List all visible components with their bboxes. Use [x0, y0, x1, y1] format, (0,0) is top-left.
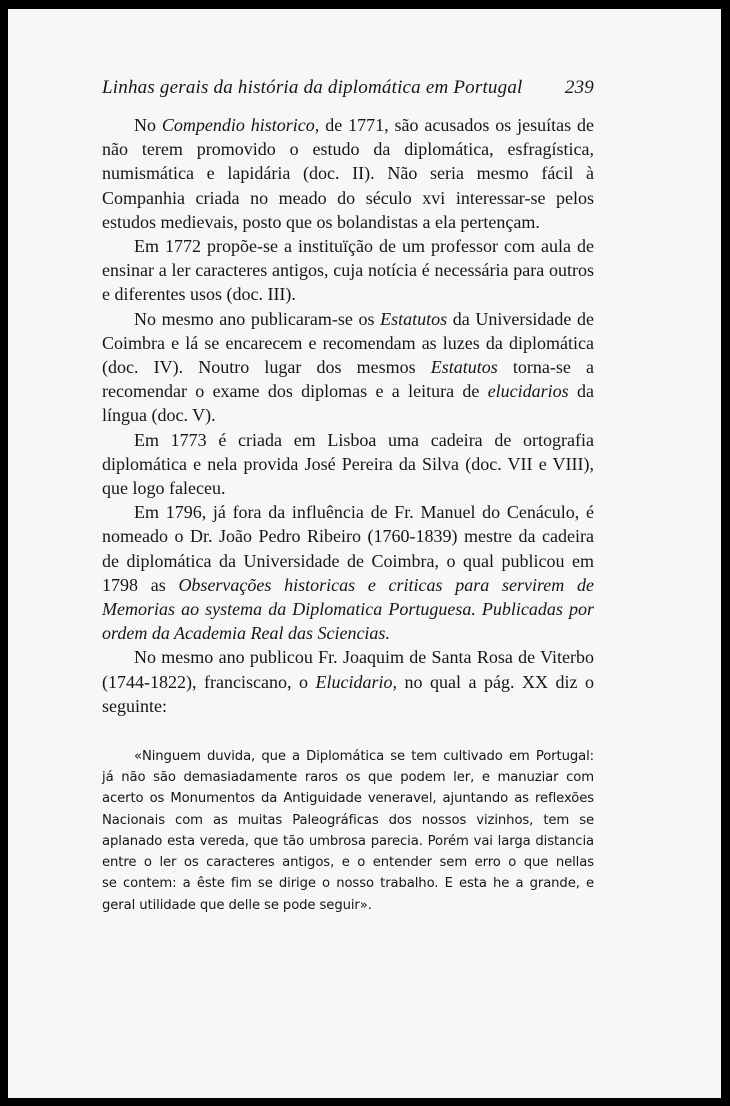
quote-line: geral utilidade que delle se pode seguir».: [102, 897, 372, 913]
italic-text: Observações historicas e criticas para servirem de Memorias ao systema da Diplomatica Portuguesa. Publicadas por ordem da Academia Real das Sciencias.: [102, 574, 594, 644]
text-run: Em 1796, já fora da influência de Fr. Manuel do Cenáculo, é nomeado o Dr. João Pedro Ribeiro (1760-1839) mestre da cadeira de diplomática da Universidade de Coimbra, o qual publicou em 1798 as: [102, 502, 594, 595]
paragraph: [102, 428, 594, 501]
text-run: No: [134, 115, 162, 135]
text-run: da Universidade de Coimbra e lá se encarecem e recomendam as luzes da diplomática (doc. IV). Noutro lugar dos mesmos: [102, 308, 594, 378]
text-run: Em 1773 é criada em Lisboa uma cadeira de ortografia diplomática e nela provida José Pereira da Silva (doc. VII e VIII), que logo faleceu.: [102, 429, 594, 499]
quote-line: entre o ler os caracteres antigos, e o entender sem erro o que nellas: [102, 855, 594, 871]
italic-text: Compendio historico,: [161, 115, 320, 135]
italic-text: Estatutos: [380, 308, 448, 329]
quote-line: aplanado esta vereda, que tão umbrosa parecia. Porém vai larga distancia: [102, 833, 594, 849]
quote-line: se contem: a êste fim se dirige o nosso trabalho. E esta he a grande, e: [102, 876, 594, 892]
text-run: No mesmo ano publicaram-se os: [134, 308, 381, 329]
text-run: No mesmo ano publicou Fr. Joaquim de Santa Rosa de Viterbo (1744-1822), franciscano, o: [102, 647, 594, 692]
text-run: Em 1772 propõe-se a instituïção de um professor com aula de ensinar a ler caracteres antigos, cuja notícia é necessária para outros e diferentes usos (doc. III).: [102, 236, 594, 305]
text-run: da língua (doc. V).: [102, 381, 594, 426]
text-block: [102, 77, 594, 916]
text-run: no qual a pág. XX diz o seguinte:: [102, 671, 594, 716]
block-quote: [102, 746, 594, 916]
body-text: [102, 113, 594, 718]
running-title: Linhas gerais da história da diplomática em Portugal: [102, 77, 523, 98]
paragraph: [102, 113, 594, 234]
italic-text: elucidarios: [487, 381, 569, 402]
italic-text: Elucidario,: [315, 671, 397, 692]
quote-line: acerto os Monumentos da Antiguidade veneravel, ajuntando as reflexões: [102, 791, 594, 807]
paragraph: [102, 645, 594, 718]
text-run: de 1771, são acusados os jesuítas de não terem promovido o estudo da diplomática, esfragística, numismática e lapidária (doc. II). Não seria mesmo fácil à Companhia criada no meado do século xvi interessar-se pelos estudos medievais, posto que os bolandistas a ela pertençam.: [102, 115, 595, 232]
quote-line: «Ninguem duvida, que a Diplomática se tem cultivado em Portugal:: [134, 749, 594, 765]
paragraph: [102, 234, 594, 307]
quote-line: já não são demasiadamente raros os que podem ler, e manuziar com: [102, 770, 594, 786]
page-number: 239: [564, 77, 594, 98]
quote-line: Nacionais com as muitas Paleográficas dos nossos vizinhos, tem se: [102, 812, 594, 828]
italic-text: Estatutos: [430, 357, 498, 378]
text-run: torna-se a recomendar o exame dos diplomas e a leitura de: [102, 357, 594, 402]
book-page: [8, 9, 721, 1098]
paragraph: [102, 307, 594, 428]
paragraph: [102, 500, 594, 645]
running-header: [102, 77, 594, 99]
